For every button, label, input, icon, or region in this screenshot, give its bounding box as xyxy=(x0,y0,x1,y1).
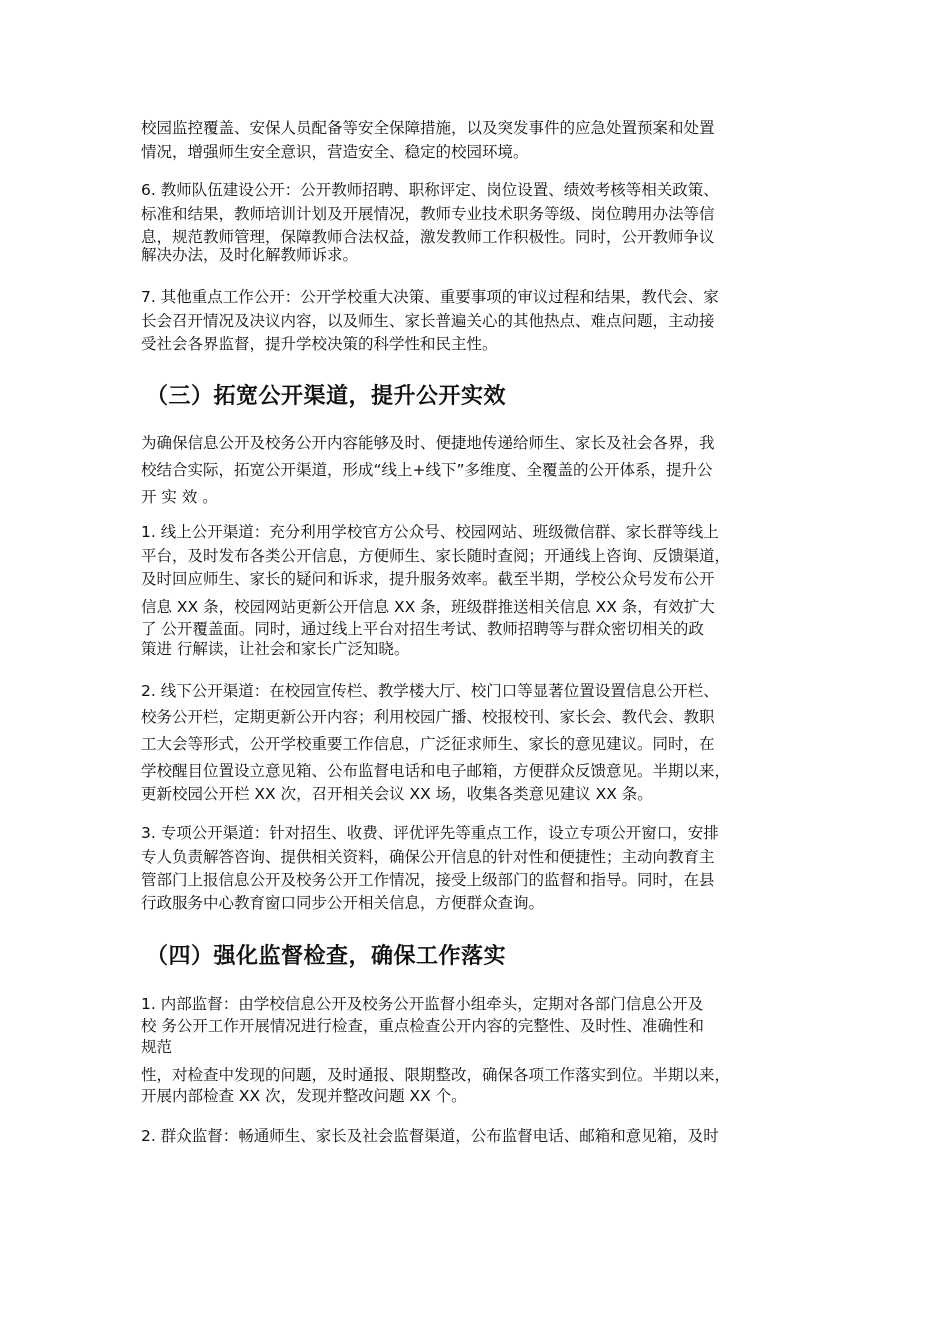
paragraph-line: 校园监控覆盖、安保人员配备等安全保障措施，以及突发事件的应急处置预案和处置 xyxy=(141,119,715,137)
paragraph-line: 开 实 效 。 xyxy=(141,488,218,506)
paragraph-line: 性，对检查中发现的问题，及时通报、限期整改，确保各项工作落实到位。半期以来， xyxy=(141,1066,731,1084)
paragraph-line: 1. 线上公开渠道：充分利用学校官方公众号、校园网站、班级微信群、家长群等线上 xyxy=(141,523,719,541)
paragraph-line: 情况，增强师生安全意识，营造安全、稳定的校园环境。 xyxy=(141,143,529,161)
paragraph-line: 开展内部检查 XX 次，发现并整改问题 XX 个。 xyxy=(141,1087,467,1105)
paragraph-line: 2. 群众监督：畅通师生、家长及社会监督渠道，公布监督电话、邮箱和意见箱，及时 xyxy=(141,1127,719,1145)
paragraph-line: 校 务公开工作开展情况进行检查，重点检查公开内容的完整性、及时性、准确性和 xyxy=(141,1017,704,1035)
paragraph-line: 学校醒目位置设立意见箱、公布监督电话和电子邮箱，方便群众反馈意见。半期以来， xyxy=(141,762,731,780)
paragraph-line: 工大会等形式，公开学校重要工作信息，广泛征求师生、家长的意见建议。同时，在 xyxy=(141,735,715,753)
paragraph-line: 6. 教师队伍建设公开：公开教师招聘、职称评定、岗位设置、绩效考核等相关政策、 xyxy=(141,181,719,199)
paragraph-line: 标准和结果，教师培训计划及开展情况，教师专业技术职务等级、岗位聘用办法等信 xyxy=(141,205,715,223)
paragraph-line: 受社会各界监督，提升学校决策的科学性和民主性。 xyxy=(141,335,498,353)
paragraph-line: 信息 XX 条，校园网站更新公开信息 XX 条，班级群推送相关信息 XX 条，有效扩大 xyxy=(141,598,715,616)
paragraph-line: 校务公开栏，定期更新公开内容；利用校园广播、校报校刊、家长会、教代会、教职 xyxy=(141,708,715,726)
paragraph-line: 长会召开情况及决议内容，以及师生、家长普遍关心的其他热点、难点问题，主动接 xyxy=(141,312,715,330)
paragraph-line: 校结合实际，拓宽公开渠道，形成“线上+线下”多维度、全覆盖的公开体系，提升公 xyxy=(141,461,713,479)
paragraph-line: 了 公开覆盖面。同时，通过线上平台对招生考试、教师招聘等与群众密切相关的政 xyxy=(141,620,704,638)
paragraph-line: 行政服务中心教育窗口同步公开相关信息，方便群众查询。 xyxy=(141,894,545,912)
paragraph-line: 3. 专项公开渠道：针对招生、收费、评优评先等重点工作，设立专项公开窗口，安排 xyxy=(141,824,719,842)
paragraph-line: 7. 其他重点工作公开：公开学校重大决策、重要事项的审议过程和结果，教代会、家 xyxy=(141,288,719,306)
paragraph-line: 专人负责解答咨询、提供相关资料，确保公开信息的针对性和便捷性；主动向教育主 xyxy=(141,848,715,866)
paragraph-line: 2. 线下公开渠道：在校园宣传栏、教学楼大厅、校门口等显著位置设置信息公开栏、 xyxy=(141,682,719,700)
paragraph-line: 规范 xyxy=(141,1038,173,1056)
section-heading-4: （四）强化监督检查，确保工作落实 xyxy=(146,944,507,969)
paragraph-line: 策进 行解读，让社会和家长广泛知晓。 xyxy=(141,640,410,658)
section-heading-3: （三）拓宽公开渠道，提升公开实效 xyxy=(146,384,507,409)
paragraph-line: 1. 内部监督：由学校信息公开及校务公开监督小组牵头，定期对各部门信息公开及 xyxy=(141,995,704,1013)
paragraph-line: 为确保信息公开及校务公开内容能够及时、便捷地传递给师生、家长及社会各界，我 xyxy=(141,434,715,452)
paragraph-line: 解决办法，及时化解教师诉求。 xyxy=(141,246,359,264)
paragraph-line: 及时回应师生、家长的疑问和诉求，提升服务效率。截至半期，学校公众号发布公开 xyxy=(141,570,715,588)
paragraph-line: 更新校园公开栏 XX 次，召开相关会议 XX 场，收集各类意见建议 XX 条。 xyxy=(141,785,653,803)
paragraph-line: 息，规范教师管理，保障教师合法权益，激发教师工作积极性。同时，公开教师争议 xyxy=(141,228,715,246)
paragraph-line: 管部门上报信息公开及校务公开工作情况，接受上级部门的监督和指导。同时，在县 xyxy=(141,871,715,889)
paragraph-line: 平台，及时发布各类公开信息，方便师生、家长随时查阅；开通线上咨询、反馈渠道， xyxy=(141,547,731,565)
